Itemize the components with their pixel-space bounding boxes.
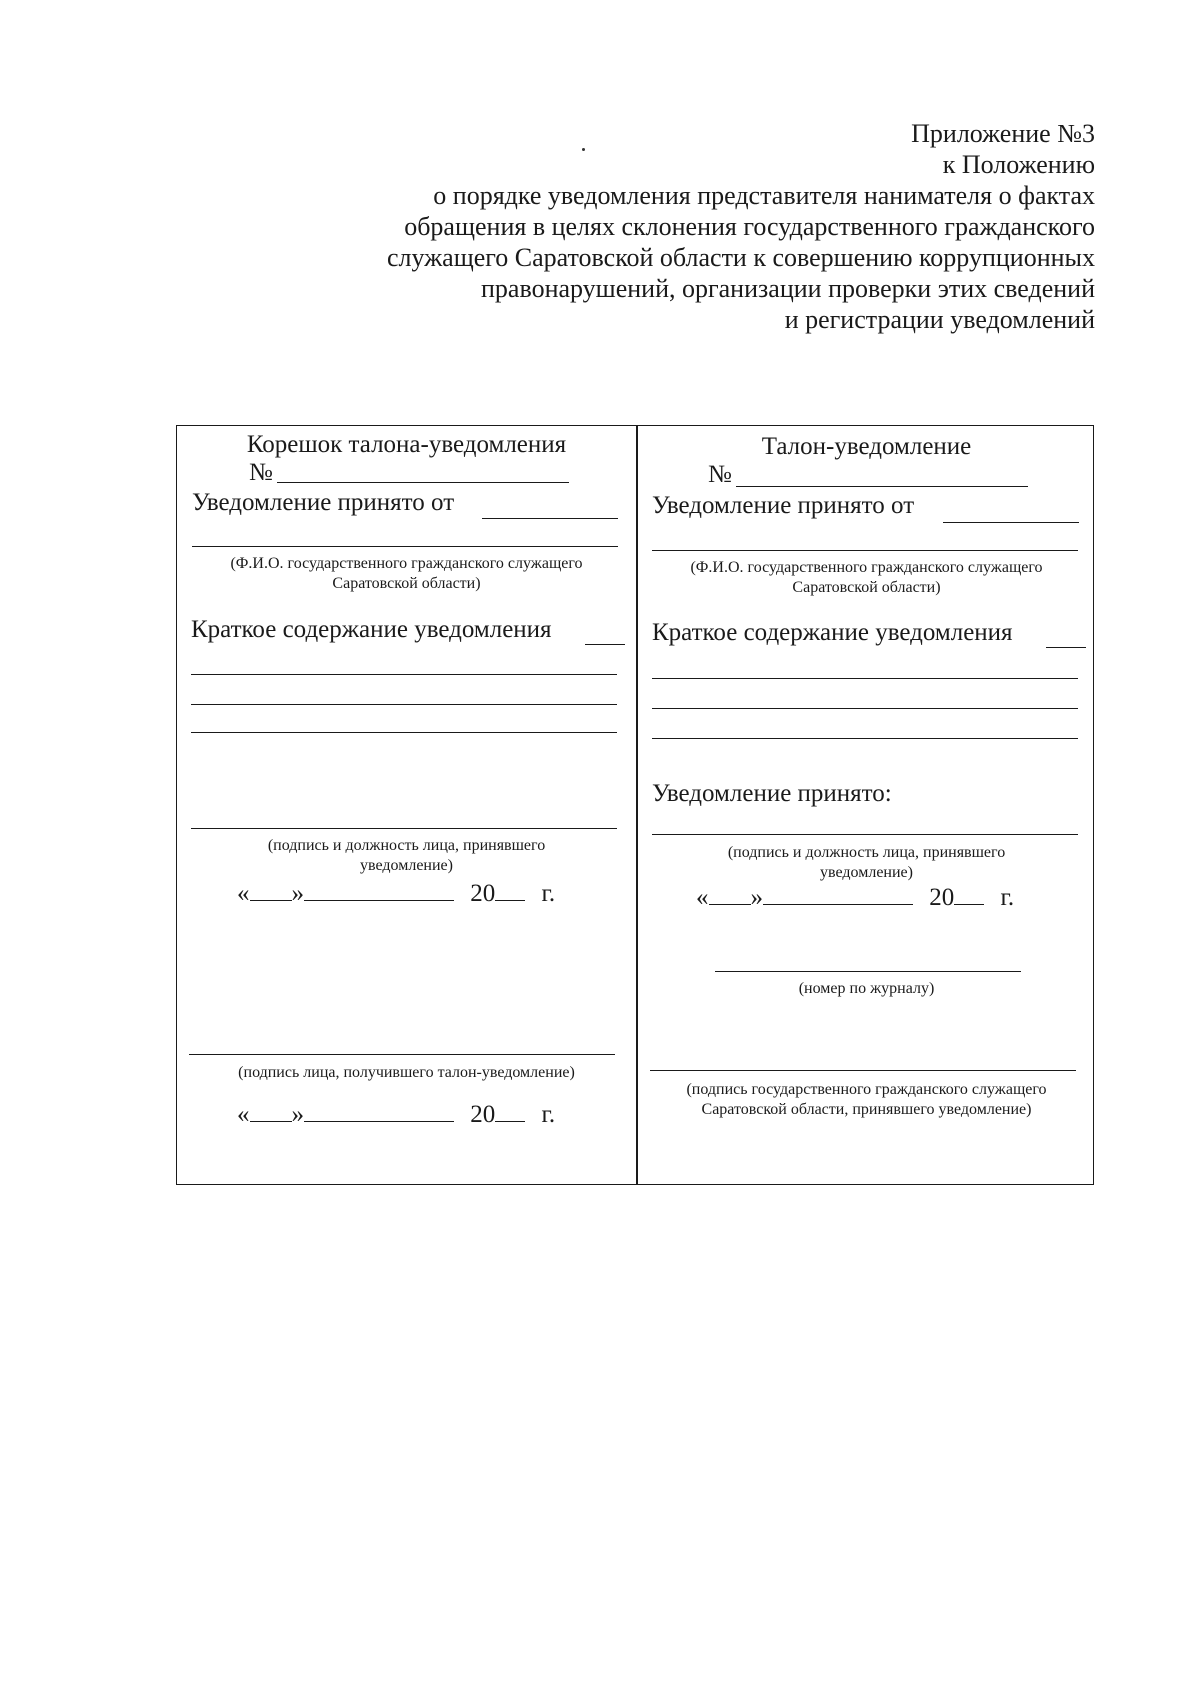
stub-summary-field[interactable] <box>585 644 625 645</box>
day-field[interactable] <box>709 882 751 905</box>
stub-date-1 <box>237 878 555 908</box>
quote-close: » <box>291 1101 304 1128</box>
caption-line: уведомление) <box>360 857 453 874</box>
quote-close: » <box>750 884 763 911</box>
stub-sign-caption <box>177 836 636 876</box>
appendix-title-line: обращения в целях склонения государственного гражданского <box>404 212 1095 241</box>
month-field[interactable] <box>304 1099 454 1122</box>
month-field[interactable] <box>763 882 913 905</box>
caption-line: Саратовской области, принявшего уведомление) <box>701 1101 1032 1118</box>
caption-line: (Ф.И.О. государственного гражданского служащего <box>690 559 1043 576</box>
ticket-summary-line[interactable] <box>652 708 1078 709</box>
year-field[interactable] <box>495 1099 525 1122</box>
ticket-fio-field[interactable] <box>652 550 1078 551</box>
day-field[interactable] <box>250 878 292 901</box>
caption-line: (подпись и должность лица, принявшего <box>267 837 546 854</box>
ticket-summary-line[interactable] <box>652 678 1078 679</box>
ticket-date <box>696 882 1014 912</box>
year-prefix: 20 <box>929 884 955 911</box>
appendix-reference: к Положению <box>942 150 1095 179</box>
appendix-header <box>335 118 1095 335</box>
caption-line: (подпись государственного гражданского служащего <box>686 1081 1047 1098</box>
stub-receiver-caption: (подпись лица, получившего талон-уведомление) <box>238 1064 575 1081</box>
stub-summary-label: Краткое содержание уведомления <box>191 616 552 643</box>
scan-speck <box>582 148 585 151</box>
month-field[interactable] <box>304 878 454 901</box>
stub-summary-line[interactable] <box>191 732 617 733</box>
quote-open: « <box>237 1101 250 1128</box>
quote-open: « <box>696 884 709 911</box>
stub-fio-caption <box>177 554 636 594</box>
stub-number-label: № <box>249 459 273 486</box>
caption-line: (Ф.И.О. государственного гражданского служащего <box>230 555 583 572</box>
stub-date-2 <box>237 1099 555 1129</box>
ticket-received-from-label: Уведомление принято от <box>652 492 915 519</box>
appendix-number: Приложение №3 <box>911 119 1095 148</box>
appendix-title-line: и регистрации уведомлений <box>784 305 1095 334</box>
day-field[interactable] <box>250 1099 292 1122</box>
ticket-accepted-label: Уведомление принято: <box>652 780 892 807</box>
year-field[interactable] <box>954 882 984 905</box>
stub-fio-field[interactable] <box>192 546 618 547</box>
stub-receiver-sign-field[interactable] <box>189 1054 615 1055</box>
ticket-fio-caption <box>638 558 1095 598</box>
stub-sign-field[interactable] <box>191 828 617 829</box>
appendix-title-line: служащего Саратовской области к совершению коррупционных <box>387 243 1095 272</box>
ticket-number-label: № <box>708 461 732 488</box>
caption-line: Саратовской области) <box>792 579 941 596</box>
ticket-title: Талон-уведомление <box>761 433 972 460</box>
stub-title: Корешок талона-уведомления <box>246 431 567 458</box>
appendix-title-line: о порядке уведомления представителя нанимателя о фактах <box>433 181 1095 210</box>
year-suffix: г. <box>1000 884 1015 911</box>
ticket-journal-number-field[interactable] <box>715 971 1021 972</box>
ticket-official-caption <box>638 1080 1095 1120</box>
caption-line: Саратовской области) <box>332 575 481 592</box>
ticket-sign-caption <box>638 843 1095 883</box>
ticket-sign-field[interactable] <box>652 834 1078 835</box>
stub-received-from-label: Уведомление принято от <box>192 489 455 516</box>
stub-number-field[interactable] <box>277 482 569 483</box>
appendix-title-line: правонарушений, организации проверки этих сведений <box>481 274 1095 303</box>
year-prefix: 20 <box>470 880 496 907</box>
caption-line: (подпись и должность лица, принявшего <box>727 844 1006 861</box>
ticket-official-sign-field[interactable] <box>650 1070 1076 1071</box>
year-prefix: 20 <box>470 1101 496 1128</box>
ticket-journal-caption: (номер по журналу) <box>798 980 935 997</box>
year-suffix: г. <box>541 880 556 907</box>
stub-summary-line[interactable] <box>191 704 617 705</box>
stub-summary-line[interactable] <box>191 674 617 675</box>
ticket-summary-field[interactable] <box>1046 647 1086 648</box>
caption-line: уведомление) <box>820 864 913 881</box>
ticket-summary-line[interactable] <box>652 738 1078 739</box>
notification-form <box>176 425 1094 1185</box>
year-suffix: г. <box>541 1101 556 1128</box>
stub-column <box>177 426 636 1184</box>
year-field[interactable] <box>495 878 525 901</box>
quote-open: « <box>237 880 250 907</box>
ticket-summary-label: Краткое содержание уведомления <box>652 619 1013 646</box>
stub-received-from-field[interactable] <box>482 518 618 519</box>
ticket-number-field[interactable] <box>736 486 1028 487</box>
ticket-received-from-field[interactable] <box>943 522 1079 523</box>
ticket-column <box>638 426 1095 1184</box>
quote-close: » <box>291 880 304 907</box>
